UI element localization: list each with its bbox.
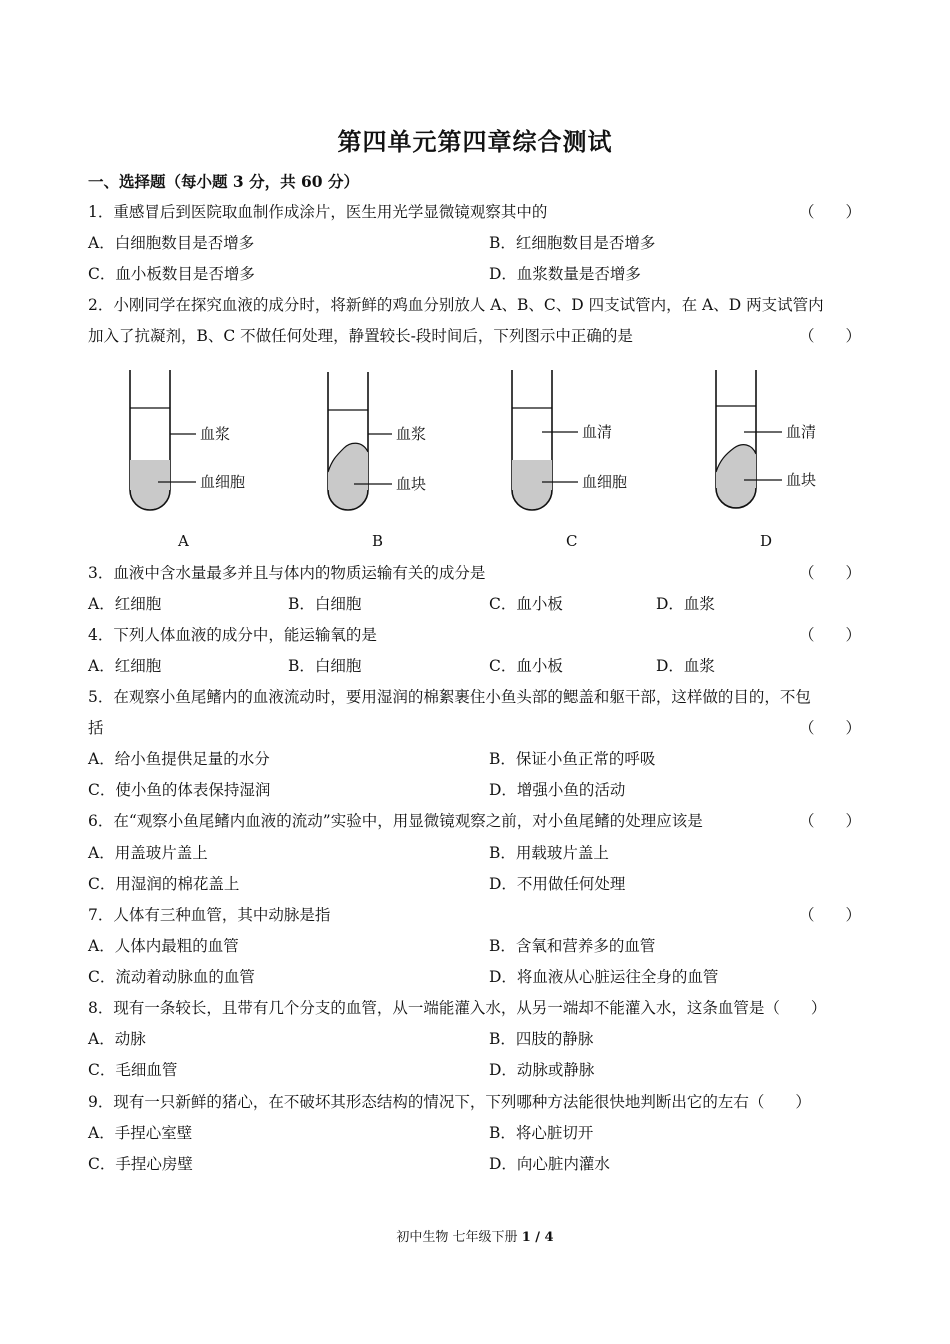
q7-option-c: C．流动着动脉血的血管 (88, 968, 255, 986)
q4-option-b: B．白细胞 (288, 657, 362, 675)
question-2-stem-line2: 加入了抗凝剂，B、C 不做任何处理，静置较长-段时间后，下列图示中正确的是 (88, 327, 633, 345)
question-3-stem: 3．血液中含水量最多并且与体内的物质运输有关的成分是 (88, 564, 486, 582)
q4-option-d: D．血浆 (656, 657, 715, 675)
tube-b-lower-label: 血块 (396, 475, 427, 493)
answer-paren-4: （ ） (799, 626, 862, 644)
answer-paren-9: （ ） (748, 1093, 811, 1111)
answer-paren-7: （ ） (799, 906, 862, 924)
test-tube-figure (110, 360, 870, 560)
section-heading: 一、选择题（每小题 3 分，共 60 分） (88, 172, 359, 191)
question-2-stem-line1: 2．小刚同学在探究血液的成分时，将新鲜的鸡血分别放人 A、B、C、D 四支试管内，在 A、D 两支试管内 (88, 296, 824, 314)
tube-a-upper-label: 血浆 (200, 425, 231, 443)
question-7-stem: 7．人体有三种血管，其中动脉是指 (88, 906, 331, 924)
q3-option-d: D．血浆 (656, 595, 715, 613)
q6-option-d: D．不用做任何处理 (489, 875, 626, 893)
q9-option-d: D．向心脏内灌水 (489, 1155, 610, 1173)
q7-option-a: A．人体内最粗的血管 (88, 937, 239, 955)
q5-option-d: D．增强小鱼的活动 (489, 781, 626, 799)
question-9-stem-text: 9．现有一只新鲜的猪心，在不破坏其形态结构的情况下，下列哪种方法能很快地判断出它的左右 (88, 1093, 749, 1111)
q8-option-c: C．毛细血管 (88, 1061, 178, 1079)
q5-option-a: A．给小鱼提供足量的水分 (88, 750, 270, 768)
question-5-stem-line2: 括 (88, 719, 104, 737)
q9-option-b: B．将心脏切开 (489, 1124, 594, 1142)
q4-option-c: C．血小板 (489, 657, 563, 675)
tube-a-lower-label: 血细胞 (200, 473, 246, 491)
q8-option-b: B．四肢的静脉 (489, 1030, 594, 1048)
question-4-stem: 4．下列人体血液的成分中，能运输氧的是 (88, 626, 377, 644)
question-6-stem: 6．在“观察小鱼尾鳍内血液的流动”实验中，用显微镜观察之前，对小鱼尾鳍的处理应该是 (88, 812, 703, 830)
footer-text: 初中生物 七年级下册 (396, 1230, 522, 1245)
question-1-stem: 1．重感冒后到医院取血制作成涂片，医生用光学显微镜观察其中的 (88, 203, 548, 221)
q6-option-b: B．用载玻片盖上 (489, 844, 609, 862)
page-footer (0, 1226, 950, 1245)
q8-option-d: D．动脉或静脉 (489, 1061, 595, 1079)
answer-paren-5: （ ） (799, 719, 862, 737)
q8-option-a: A．动脉 (88, 1030, 146, 1048)
tube-caption-d: D (760, 532, 773, 550)
q9-option-a: A．手捏心室壁 (88, 1124, 193, 1142)
q1-option-c: C．血小板数目是否增多 (88, 265, 255, 283)
question-9-stem (88, 1092, 811, 1112)
tube-d-upper-label: 血清 (786, 423, 817, 441)
tube-b (328, 372, 426, 510)
question-5-stem-line1: 5．在观察小鱼尾鳍内的血液流动时，要用湿润的棉絮裹住小鱼头部的鳃盖和躯干部，这样做的目的，不包 (88, 688, 811, 706)
tube-d-lower-label: 血块 (786, 471, 817, 489)
answer-paren-6: （ ） (799, 812, 862, 830)
q1-option-d: D．血浆数量是否增多 (489, 265, 641, 283)
tube-caption-b: B (372, 532, 384, 550)
q5-option-b: B．保证小鱼正常的呼吸 (489, 750, 656, 768)
answer-paren-8: （ ） (764, 999, 827, 1017)
q1-option-a: A．白细胞数目是否增多 (88, 234, 255, 252)
page-number: 1 / 4 (521, 1230, 554, 1245)
q6-option-a: A．用盖玻片盖上 (88, 844, 208, 862)
tube-caption-a: A (178, 532, 189, 550)
tube-c-lower-label: 血细胞 (582, 473, 628, 491)
tube-caption-c: C (566, 532, 578, 550)
question-8-stem (88, 998, 826, 1018)
question-8-stem-text: 8．现有一条较长，且带有几个分支的血管，从一端能灌入水，从另一端却不能灌入水，这条血管是 (88, 999, 765, 1017)
tube-d (716, 370, 816, 508)
q4-option-a: A．红细胞 (88, 657, 162, 675)
q3-option-c: C．血小板 (489, 595, 563, 613)
q7-option-b: B．含氧和营养多的血管 (489, 937, 656, 955)
answer-paren-2: （ ） (799, 327, 862, 345)
tube-a (130, 370, 245, 510)
tube-b-upper-label: 血浆 (396, 425, 427, 443)
tube-c (512, 370, 627, 510)
answer-paren-1: （ ） (799, 203, 862, 221)
q3-option-a: A．红细胞 (88, 595, 162, 613)
answer-paren-3: （ ） (799, 564, 862, 582)
tube-c-upper-label: 血清 (582, 423, 613, 441)
q7-option-d: D．将血液从心脏运往全身的血管 (489, 968, 719, 986)
q1-option-b: B．红细胞数目是否增多 (489, 234, 656, 252)
q9-option-c: C．手捏心房壁 (88, 1155, 193, 1173)
q5-option-c: C．使小鱼的体表保持湿润 (88, 781, 271, 799)
q6-option-c: C．用湿润的棉花盖上 (88, 875, 240, 893)
q3-option-b: B．白细胞 (288, 595, 362, 613)
page-title: 第四单元第四章综合测试 (337, 127, 613, 156)
